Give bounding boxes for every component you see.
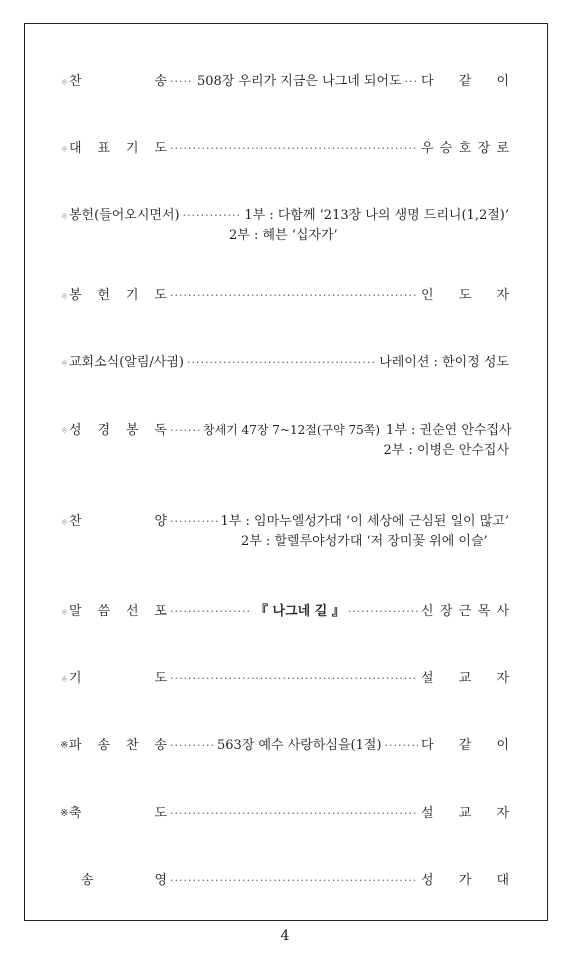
row-mark: ※ <box>60 808 69 819</box>
row-label: 송 영 <box>81 873 167 888</box>
row-mark: ※ <box>61 359 68 368</box>
row-mark: ※ <box>61 292 68 301</box>
leader-dots <box>385 736 418 756</box>
leader-dots <box>183 206 242 226</box>
row-mark: ※ <box>61 608 68 617</box>
leader-dots <box>170 512 218 532</box>
order-row-news <box>61 353 509 373</box>
row-performer: 다 같 이 <box>421 74 509 89</box>
row-label: 봉헌(들어오시면서) <box>69 208 180 223</box>
row-label: 교회소식(알림/사귐) <box>69 355 184 370</box>
row-label: 성 경 봉 독 <box>69 423 167 438</box>
row-performer: 설 교 자 <box>421 806 509 821</box>
leader-dots <box>170 421 200 441</box>
leader-dots <box>187 353 376 373</box>
leader-dots <box>170 669 418 689</box>
leader-dots <box>170 139 418 159</box>
row-mark: ※ <box>61 78 68 87</box>
order-row-doxology <box>69 871 509 891</box>
page-number: 4 <box>280 928 290 944</box>
row-mark: ※ <box>61 675 68 684</box>
order-row-offering <box>61 206 509 246</box>
row-performer: 성 가 대 <box>421 873 509 888</box>
leader-dots <box>170 72 194 92</box>
leader-dots <box>348 602 418 622</box>
row-performer: 설 교 자 <box>421 671 509 686</box>
row-subtext: 2부 : 이병은 안수집사 <box>383 443 509 458</box>
row-text: 창세기 47장 7~12절(구약 75쪽) <box>203 423 381 437</box>
order-row-sending-hymn <box>60 736 509 756</box>
row-performer: 1부 : 권순연 안수집사 <box>386 423 512 438</box>
order-row-scripture <box>61 420 512 461</box>
order-row-hymn <box>61 72 509 92</box>
row-label: 찬 송 <box>69 74 167 89</box>
row-label: 기 도 <box>69 671 167 686</box>
order-row-choir <box>61 512 509 552</box>
row-mark: ※ <box>61 518 68 527</box>
order-row-benediction <box>60 804 509 824</box>
row-mark: ※ <box>61 212 68 221</box>
row-label: 찬 양 <box>69 514 167 529</box>
row-label: 봉 헌 기 도 <box>69 288 167 303</box>
row-subtext: 2부 : 할렐루야성가대 ‘저 장미꽃 위에 이슬’ <box>241 534 488 549</box>
row-label: 파 송 찬 송 <box>69 738 167 753</box>
row-text: 508장 우리가 지금은 나그네 되어도 <box>197 74 402 89</box>
bulletin-frame <box>24 23 548 921</box>
order-row-prayer-2 <box>61 669 509 689</box>
leader-dots <box>170 286 418 306</box>
row-subtext: 2부 : 혜븐 ‘십자가’ <box>229 228 338 243</box>
row-label: 대 표 기 도 <box>69 141 167 156</box>
row-text: 1부 : 다함께 ‘213장 나의 생명 드리니(1,2절)’ <box>244 208 509 223</box>
leader-dots <box>170 602 252 622</box>
sermon-title: 『 나그네 길 』 <box>255 604 345 619</box>
row-performer: 우 승 호 장 로 <box>421 141 509 156</box>
leader-dots <box>170 736 214 756</box>
row-performer: 신 장 근 목 사 <box>421 604 509 619</box>
row-mark: ※ <box>61 426 68 435</box>
leader-dots <box>170 871 418 891</box>
row-performer: 나레이션 : 한이정 성도 <box>379 355 509 370</box>
row-text: 1부 : 임마누엘성가대 ‘이 세상에 근심된 일이 많고’ <box>220 514 509 529</box>
row-label: 말 씀 선 포 <box>69 604 167 619</box>
order-row-prayer <box>61 139 509 159</box>
row-mark: ※ <box>60 740 69 751</box>
row-performer: 인 도 자 <box>421 288 509 303</box>
order-row-offering-prayer <box>61 286 509 306</box>
leader-dots <box>170 804 418 824</box>
leader-dots <box>405 72 418 92</box>
row-mark: ※ <box>61 145 68 154</box>
row-text: 563장 예수 사랑하심을(1절) <box>217 738 382 753</box>
row-performer: 다 같 이 <box>421 738 509 753</box>
order-row-sermon <box>61 602 509 622</box>
row-label: 축 도 <box>69 806 167 821</box>
